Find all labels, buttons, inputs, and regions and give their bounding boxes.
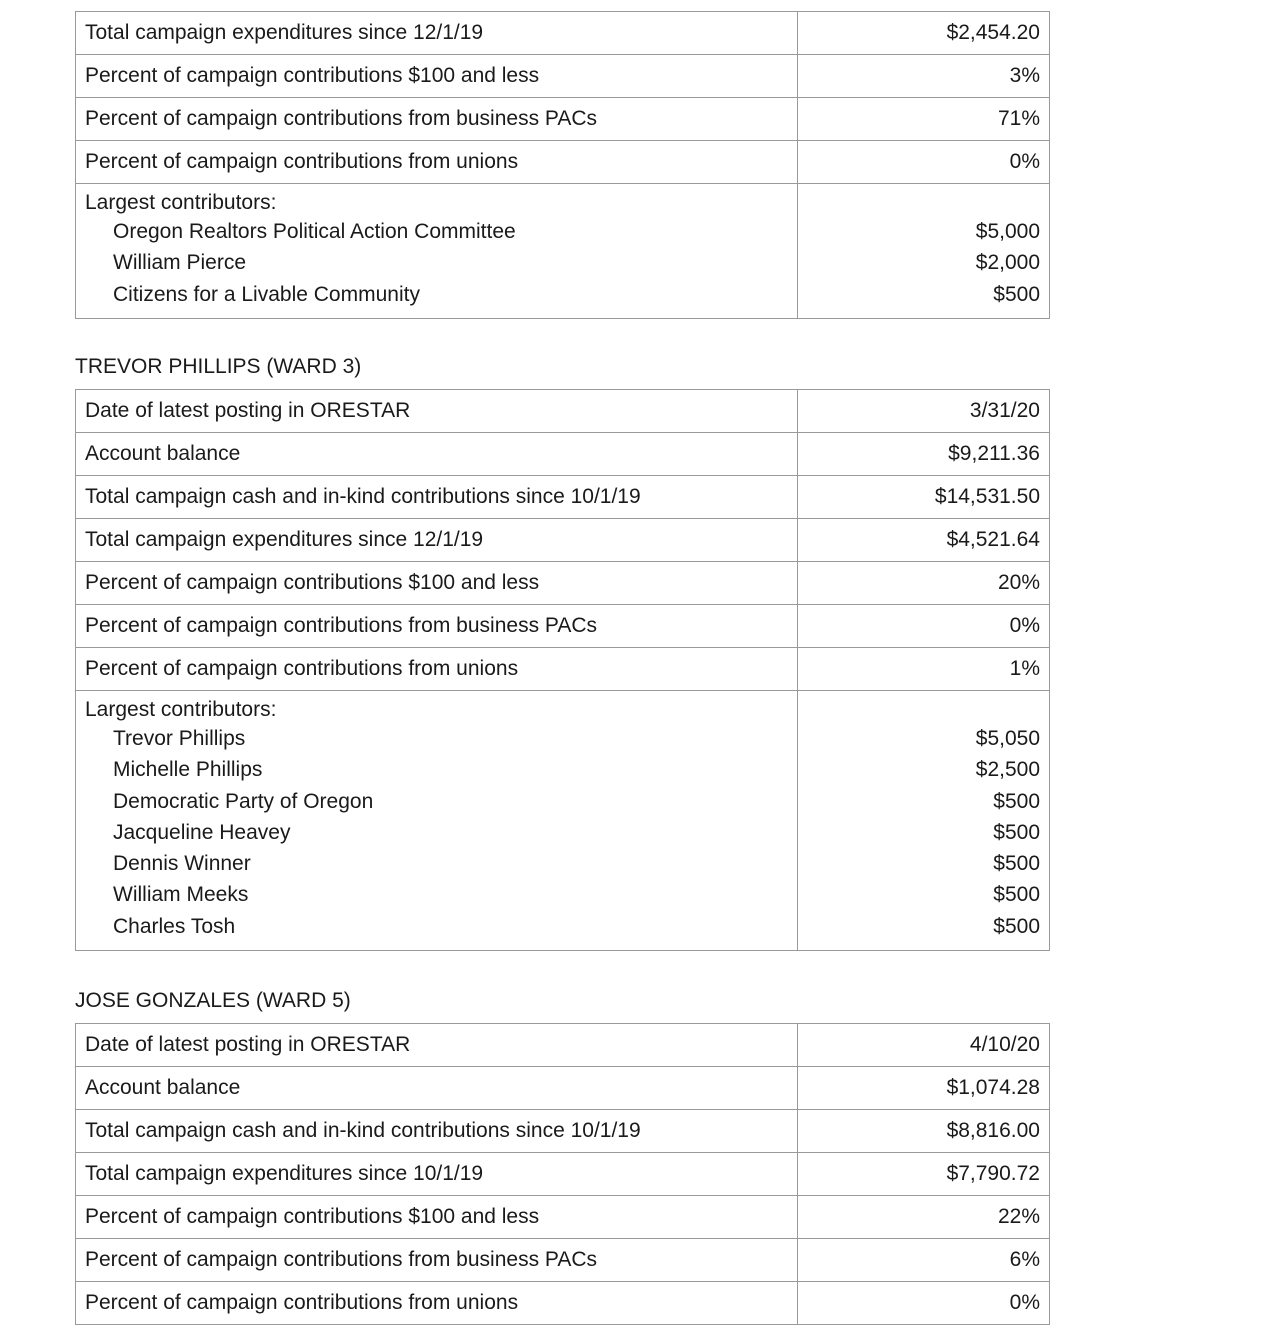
section-title: TREVOR PHILLIPS (WARD 3) <box>75 355 362 378</box>
contributor-name: Democratic Party of Oregon <box>113 789 374 813</box>
row-value: 1% <box>798 648 1050 691</box>
contributor-name: William Meeks <box>113 883 249 907</box>
section-trevor-phillips <box>75 349 1050 951</box>
row-value: $2,454.20 <box>798 12 1050 55</box>
finance-table <box>75 389 1050 951</box>
row-label: Percent of campaign contributions from business PACs <box>76 605 798 648</box>
table-row <box>76 605 1050 648</box>
row-label: Percent of campaign contributions $100 and less <box>76 55 798 98</box>
row-label: Percent of campaign contributions from business PACs <box>76 98 798 141</box>
table-row <box>76 55 1050 98</box>
row-label: Total campaign expenditures since 10/1/19 <box>76 1153 798 1196</box>
row-label: Percent of campaign contributions from unions <box>76 1282 798 1325</box>
row-label: Percent of campaign contributions from unions <box>76 648 798 691</box>
row-value: $4,521.64 <box>798 519 1050 562</box>
table-row <box>76 648 1050 691</box>
contributor-name: Oregon Realtors Political Action Committee <box>113 220 516 243</box>
table-row <box>76 1282 1050 1325</box>
contributor-name: Charles Tosh <box>113 914 236 938</box>
row-value: 0% <box>798 141 1050 184</box>
contributor-name: Dennis Winner <box>113 852 251 876</box>
contributor-amount: $500 <box>993 852 1040 876</box>
table-row <box>76 1153 1050 1196</box>
table-row <box>76 433 1050 476</box>
row-value: 3/31/20 <box>798 390 1050 433</box>
contributor-amount: $500 <box>993 789 1040 813</box>
row-label: Date of latest posting in ORESTAR <box>76 1024 798 1067</box>
row-label: Percent of campaign contributions from unions <box>76 141 798 184</box>
table-row <box>76 562 1050 605</box>
contributor-amount: $500 <box>993 820 1040 844</box>
row-value: $1,074.28 <box>798 1067 1050 1110</box>
contributor-name: Jacqueline Heavey <box>113 820 291 844</box>
contributor-amount: $500 <box>993 914 1040 938</box>
row-value: $8,816.00 <box>798 1110 1050 1153</box>
contributors-row <box>76 691 1050 951</box>
contributor-amount: $2,000 <box>975 251 1040 275</box>
row-value: 4/10/20 <box>798 1024 1050 1067</box>
row-value: $9,211.36 <box>798 433 1050 476</box>
row-label: Date of latest posting in ORESTAR <box>76 390 798 433</box>
contributor-amount: $500 <box>993 883 1040 907</box>
row-value: 0% <box>798 605 1050 648</box>
row-label: Total campaign cash and in-kind contributions since 10/1/19 <box>76 1110 798 1153</box>
finance-table <box>75 1023 1050 1325</box>
contributor-name: William Pierce <box>113 251 247 275</box>
row-value: 71% <box>798 98 1050 141</box>
row-value: 3% <box>798 55 1050 98</box>
table-row <box>76 1110 1050 1153</box>
row-label: Total campaign expenditures since 12/1/19 <box>76 519 798 562</box>
row-value: 22% <box>798 1196 1050 1239</box>
contributor-name: Michelle Phillips <box>113 758 263 782</box>
section-title: JOSE GONZALES (WARD 5) <box>75 989 351 1012</box>
contributor-amount: $5,050 <box>975 727 1040 750</box>
contributor-name: Trevor Phillips <box>113 727 246 750</box>
contributors-label: Largest contributors: <box>85 191 277 214</box>
contributor-amount: $5,000 <box>975 220 1040 243</box>
row-label: Percent of campaign contributions $100 and less <box>76 562 798 605</box>
contributor-amount: $2,500 <box>975 758 1040 782</box>
table-row <box>76 98 1050 141</box>
table-row <box>76 141 1050 184</box>
table-row <box>76 1024 1050 1067</box>
row-value: 6% <box>798 1239 1050 1282</box>
row-label: Total campaign expenditures since 12/1/19 <box>76 12 798 55</box>
section-jose-gonzales <box>75 983 1050 1325</box>
table-row <box>76 12 1050 55</box>
row-label: Account balance <box>76 433 798 476</box>
table-row <box>76 1196 1050 1239</box>
contributor-amount: $500 <box>993 282 1040 306</box>
row-value: 0% <box>798 1282 1050 1325</box>
table-row <box>76 476 1050 519</box>
contributor-name: Citizens for a Livable Community <box>113 282 420 306</box>
row-value: $7,790.72 <box>798 1153 1050 1196</box>
row-label: Account balance <box>76 1067 798 1110</box>
row-value: 20% <box>798 562 1050 605</box>
row-value: $14,531.50 <box>798 476 1050 519</box>
table-row <box>76 1239 1050 1282</box>
row-label: Percent of campaign contributions from business PACs <box>76 1239 798 1282</box>
section-previous-candidate <box>75 11 1050 319</box>
contributors-label: Largest contributors: <box>85 698 277 721</box>
table-row <box>76 1067 1050 1110</box>
row-label: Percent of campaign contributions $100 and less <box>76 1196 798 1239</box>
finance-table <box>75 11 1050 319</box>
row-label: Total campaign cash and in-kind contributions since 10/1/19 <box>76 476 798 519</box>
table-row <box>76 519 1050 562</box>
table-row <box>76 390 1050 433</box>
contributors-row <box>76 184 1050 319</box>
